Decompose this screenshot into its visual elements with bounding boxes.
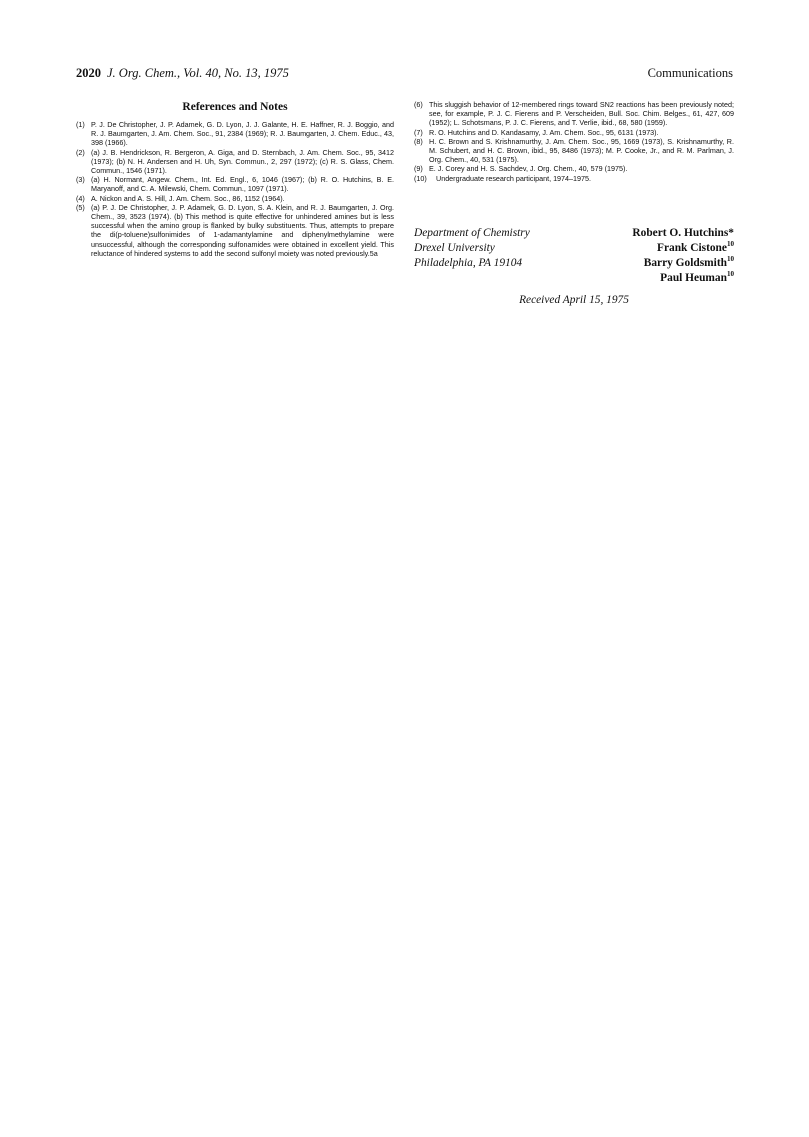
reference-text: (a) P. J. De Christopher, J. P. Adamek, G. D. Lyon, S. A. Klein, and R. J. Baumgarten, J. Org. Chem., 39, 3523 (1974). (b) This method is quite effective for unhindered amines but is less successful when the amino group is flanked by bulky substituents. Thus, attempts to prepare the di(p-toluene)sulfonimides of 1-adamantylamine and diphenylmethylamine were unsuccessful, although the corresponding sulfonamides were obtained in excellent yield. This reluctance of hindered systems to add the second sulfonyl moiety was noted previously.5a: [91, 202, 394, 258]
reference-text: (a) H. Normant, Angew. Chem., Int. Ed. Engl., 6, 1046 (1967); (b) R. O. Hutchins, B. E. Maryanoff, and C. A. Milewski, Chem. Commun., 1097 (1971).: [91, 175, 394, 194]
reference-text: (a) J. B. Hendrickson, R. Bergeron, A. Giga, and D. Sternbach, J. Am. Chem. Soc., 95, 3412 (1973); (b) N. H. Andersen and H. Uh, Syn. Commun., 2, 297 (1972); (c) R. S. Glass, Chem. Commun., 1546 (1971).: [91, 147, 394, 176]
author-footnote-mark: 10: [726, 255, 734, 264]
reference-number: (9): [414, 164, 423, 174]
reference-6: [414, 100, 734, 128]
author-footnote-mark: 10: [726, 240, 734, 249]
author-name-text: Frank Cistone: [657, 242, 727, 254]
author-name: [632, 256, 734, 271]
reference-text: H. C. Brown and S. Krishnamurthy, J. Am. Chem. Soc., 95, 1669 (1973), S. Krishnamurthy, R. M. Schubert, and H. C. Brown, ibid., 95, 8486 (1973); M. P. Cooke, Jr., and R. M. Parlman, J. Org. Chem., 40, 531 (1975).: [429, 136, 734, 165]
reference-10: [414, 174, 734, 183]
references-column-right: [414, 100, 734, 183]
reference-3: [76, 175, 394, 193]
author-name: [632, 226, 734, 241]
reference-7: [414, 128, 734, 137]
reference-number: (4): [76, 193, 85, 203]
reference-text: Undergraduate research participant, 1974–1975.: [436, 173, 592, 183]
author-name: [632, 271, 734, 286]
reference-text: A. Nickon and A. S. Hill, J. Am. Chem. Soc., 86, 1152 (1964).: [91, 193, 285, 203]
author-name: [632, 241, 734, 256]
references-column-left: [76, 100, 394, 258]
reference-number: (7): [414, 127, 423, 137]
author-list: [632, 226, 734, 286]
reference-number: (1): [76, 120, 85, 129]
reference-5: [76, 203, 394, 258]
reference-text: P. J. De Christopher, J. P. Adamek, G. D. Lyon, J. J. Galante, H. E. Haffner, R. J. Boggio, and R. J. Baumgarten, J. Am. Chem. Soc., 91, 2384 (1969); R. J. Baumgarten, J. Chem. Educ., 43, 398 (1966).: [91, 120, 394, 148]
reference-1: [76, 120, 394, 148]
author-name-text: Robert O. Hutchins*: [632, 227, 734, 239]
author-footnote-mark: 10: [726, 270, 734, 279]
journal-citation: J. Org. Chem., Vol. 40, No. 13, 1975: [107, 66, 289, 80]
reference-number: (6): [414, 100, 423, 109]
page-number: 2020: [76, 66, 101, 80]
reference-9: [414, 164, 734, 173]
reference-number: (10): [414, 173, 427, 183]
received-date: Received April 15, 1975: [519, 294, 629, 306]
references-title: References and Notes: [182, 101, 288, 113]
reference-number: (2): [76, 147, 85, 157]
reference-number: (5): [76, 202, 85, 212]
reference-number: (8): [414, 136, 423, 146]
reference-8: [414, 137, 734, 165]
affiliation-department: Department of Chemistry: [414, 227, 530, 239]
reference-text: R. O. Hutchins and D. Kandasamy, J. Am. Chem. Soc., 95, 6131 (1973).: [429, 127, 659, 137]
affiliation-city: Philadelphia, PA 19104: [414, 257, 523, 269]
reference-4: [76, 194, 394, 203]
section-label: Communications: [647, 66, 733, 80]
page-header: [76, 66, 733, 84]
reference-2: [76, 148, 394, 176]
affiliation: [414, 226, 530, 271]
affiliation-university: Drexel University: [414, 242, 495, 254]
author-name-text: Paul Heuman: [660, 272, 727, 284]
reference-text: This sluggish behavior of 12-membered rings toward SN2 reactions has been previously noted; see, for example, P. J. C. Fierens and P. Verscheiden, Bull. Soc. Chim. Belges., 61, 427, 609 (1952); L. Schotsmans, P. J. C. Fierens, and T. Verlie, ibid., 68, 580 (1959).: [429, 100, 734, 128]
reference-number: (3): [76, 175, 85, 185]
author-name-text: Barry Goldsmith: [643, 257, 727, 269]
reference-text: E. J. Corey and H. S. Sachdev, J. Org. Chem., 40, 579 (1975).: [429, 164, 628, 174]
